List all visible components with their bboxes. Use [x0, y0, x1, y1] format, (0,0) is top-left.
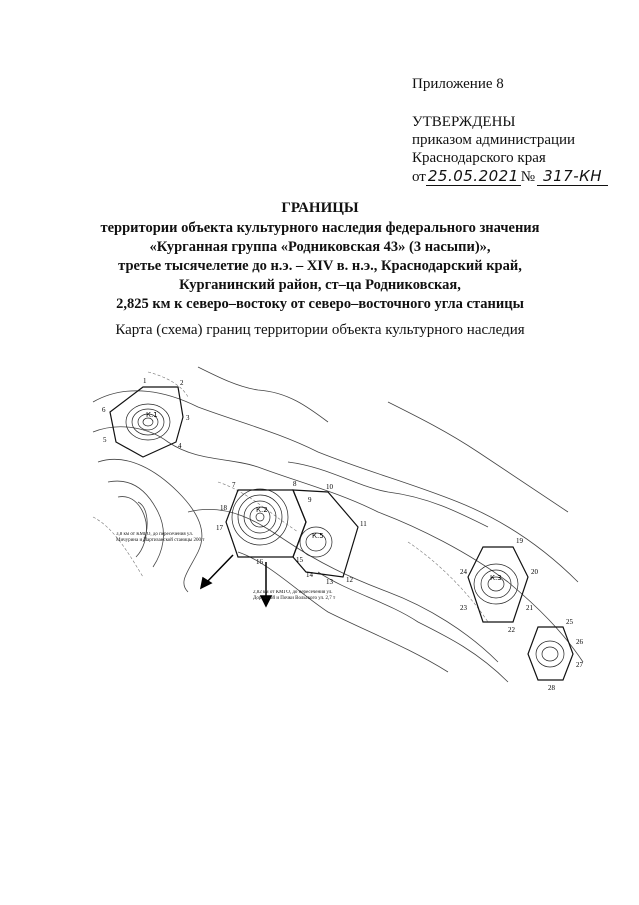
- point-3: 3: [186, 414, 190, 422]
- point-21: 21: [526, 604, 533, 612]
- point-11: 11: [360, 520, 367, 528]
- approval-title: УТВЕРЖДЕНЫ: [412, 114, 516, 130]
- mound-k4: [536, 641, 564, 667]
- document-title: [60, 199, 580, 314]
- mound-label-k5: К.5: [312, 532, 324, 540]
- approval-date-line: [412, 167, 608, 186]
- point-16: 16: [256, 558, 263, 566]
- boundary-hexagon-1: [110, 387, 183, 457]
- mound-label-k3: К.3: [490, 574, 502, 582]
- point-14: 14: [306, 571, 313, 579]
- approval-order-line: приказом администрации: [412, 132, 576, 148]
- mound-label-k2: К.2: [256, 506, 268, 514]
- mound-k3: [474, 564, 518, 604]
- point-19: 19: [516, 537, 523, 545]
- approval-region-line: Краснодарского края: [412, 150, 546, 166]
- map-callouts: [116, 532, 348, 618]
- handwritten-order-number: 317-КН: [537, 167, 608, 186]
- title-line-1: территории объекта культурного наследия федерального значения: [100, 220, 540, 236]
- point-9: 9: [308, 496, 312, 504]
- title-line-3: третье тысячелетие до н.э. – XIV в. н.э., Краснодарский край,: [118, 258, 522, 274]
- mound-k1: [126, 404, 170, 440]
- point-22: 22: [508, 626, 515, 634]
- title-heading: ГРАНИЦЫ: [281, 200, 359, 216]
- title-line-2: «Курганная группа «Родниковская 43» (3 насыпи)»,: [149, 239, 491, 255]
- number-prefix: №: [520, 169, 536, 185]
- title-line-5: 2,825 км к северо–востоку от северо–восточного угла станицы: [116, 296, 524, 312]
- point-28: 28: [548, 684, 555, 692]
- date-prefix: от: [412, 169, 426, 185]
- point-13: 13: [326, 578, 333, 586]
- point-25: 25: [566, 618, 573, 626]
- title-line-4: Курганинский район, ст–ца Родниковская,: [179, 277, 461, 293]
- approval-block: [412, 113, 608, 186]
- boundary-map: [88, 362, 588, 702]
- point-4: 4: [178, 442, 182, 450]
- mound-label-k1: К.1: [146, 411, 158, 419]
- appendix-label: Приложение 8: [412, 76, 504, 92]
- callout-left-text: 3,8 км от КМГО, до пересечения ул. Мичурина и Партизанской станицы 200 т: [116, 532, 205, 543]
- handwritten-date: 25.05.2021: [427, 167, 519, 185]
- point-23: 23: [460, 604, 467, 612]
- point-15: 15: [296, 556, 303, 564]
- callout-right-text: 2,82 км от КМГО, до пересечения ул. Дорожной и Почки Вольского ул. 2,7 т: [253, 590, 336, 601]
- point-2: 2: [180, 379, 184, 387]
- map-subtitle: Карта (схема) границ территории объекта культурного наследия: [115, 322, 525, 338]
- boundary-hexagon-4: [528, 627, 573, 680]
- point-12: 12: [346, 576, 353, 584]
- point-24: 24: [460, 568, 467, 576]
- point-1: 1: [143, 377, 147, 385]
- mound-k2: [232, 489, 288, 545]
- point-10: 10: [326, 483, 333, 491]
- point-8: 8: [293, 480, 297, 488]
- point-20: 20: [531, 568, 538, 576]
- point-26: 26: [576, 638, 583, 646]
- point-7: 7: [232, 481, 236, 489]
- contour-lines: [93, 367, 583, 682]
- point-17: 17: [216, 524, 223, 532]
- point-18: 18: [220, 504, 227, 512]
- point-6: 6: [102, 406, 106, 414]
- boundary-hexagon-3: [468, 547, 528, 622]
- point-27: 27: [576, 661, 583, 669]
- point-5: 5: [103, 436, 107, 444]
